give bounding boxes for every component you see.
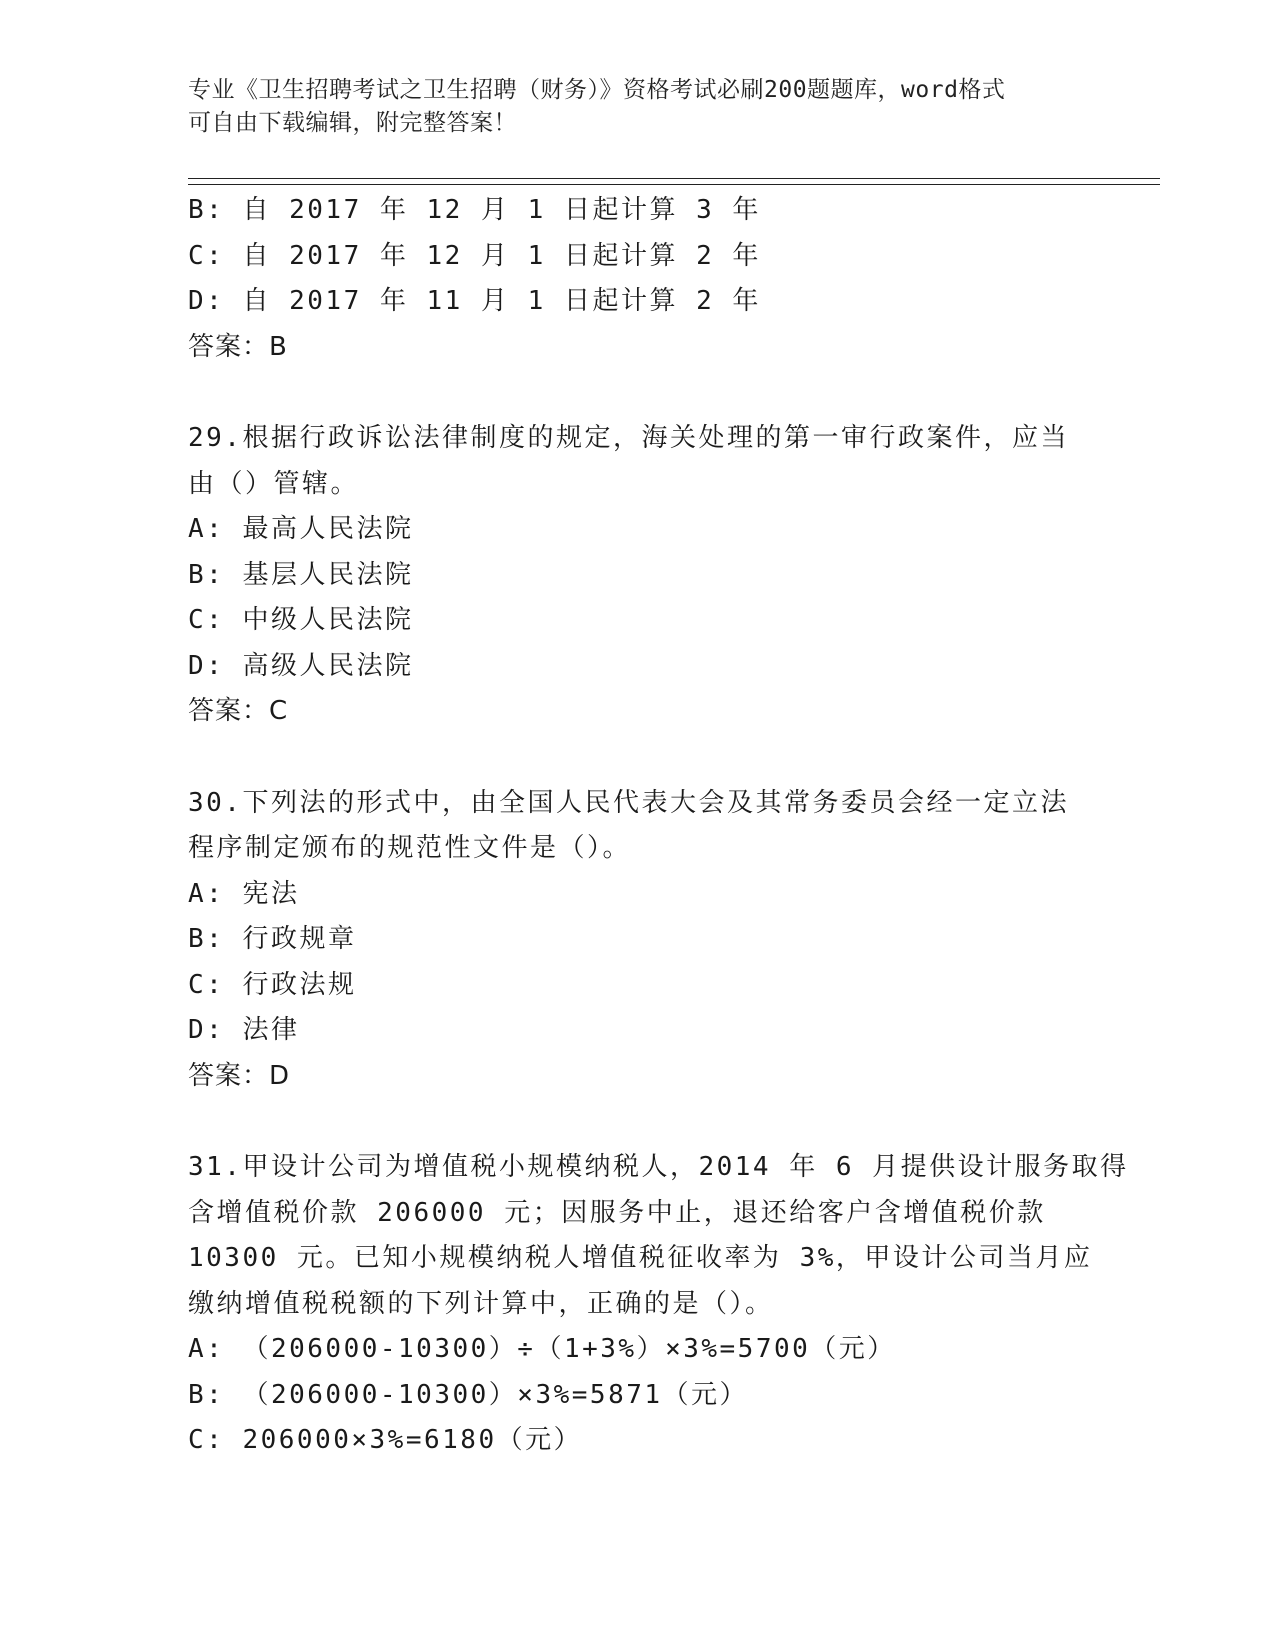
stem-line: 含增值税价款 206000 元；因服务中止，退还给客户含增值税价款 xyxy=(188,1197,1046,1228)
question-spacer xyxy=(188,735,1088,781)
header-line-1: 专业《卫生招聘考试之卫生招聘（财务）》资格考试必刷200题题库，word格式 xyxy=(188,77,1006,103)
document-header xyxy=(188,74,1068,140)
stem-line: 10300 元。已知小规模纳税人增值税征收率为 3%，甲设计公司当月应 xyxy=(188,1243,1093,1273)
stem-line: 31.甲设计公司为增值税小规模纳税人，2014 年 6 月提供设计服务取得 xyxy=(188,1152,1129,1182)
question-spacer xyxy=(188,370,1088,416)
question-spacer xyxy=(188,1099,1088,1145)
question-30 xyxy=(188,781,1088,1100)
document-body xyxy=(188,188,1129,1464)
question-stem xyxy=(188,1145,1129,1327)
option-c: C: 中级人民法院 xyxy=(188,605,414,635)
option-c: C: 自 2017 年 12 月 1 日起计算 2 年 xyxy=(188,240,761,271)
answer-line: 答案：C xyxy=(188,696,289,726)
stem-line: 30.下列法的形式中，由全国人民代表大会及其常务委员会经一定立法 xyxy=(188,787,1069,818)
option-b: B: 基层人民法院 xyxy=(188,559,414,590)
header-divider xyxy=(188,178,1160,185)
option-a: A: （206000-10300）÷（1+3%）×3%=5700（元） xyxy=(188,1334,896,1364)
option-c: C: 206000×3%=6180（元） xyxy=(188,1425,583,1455)
answer-line: 答案：B xyxy=(188,331,288,362)
stem-line: 由（）管辖。 xyxy=(188,468,360,499)
stem-line: 缴纳增值税税额的下列计算中，正确的是（）。 xyxy=(188,1288,774,1319)
option-d: D: 法律 xyxy=(188,1015,300,1045)
option-d: D: 自 2017 年 11 月 1 日起计算 2 年 xyxy=(188,286,761,316)
option-b: B: （206000-10300）×3%=5871（元） xyxy=(188,1379,749,1410)
stem-line: 29.根据行政诉讼法律制度的规定，海关处理的第一审行政案件，应当 xyxy=(188,423,1069,453)
option-a: A: 最高人民法院 xyxy=(188,514,414,544)
header-line-2: 可自由下载编辑，附完整答案！ xyxy=(188,110,517,136)
answer-line: 答案：D xyxy=(188,1060,291,1091)
option-d: D: 高级人民法院 xyxy=(188,650,414,681)
stem-line: 程序制定颁布的规范性文件是（）。 xyxy=(188,833,632,863)
question-stem xyxy=(188,781,1088,872)
option-c: C: 行政法规 xyxy=(188,969,357,1000)
option-b: B: 行政规章 xyxy=(188,924,357,954)
question-stem xyxy=(188,416,1088,507)
question-29 xyxy=(188,416,1088,735)
question-28-tail xyxy=(188,188,1088,370)
question-31 xyxy=(188,1145,1129,1464)
option-b: B: 自 2017 年 12 月 1 日起计算 3 年 xyxy=(188,195,761,225)
option-a: A: 宪法 xyxy=(188,878,300,909)
